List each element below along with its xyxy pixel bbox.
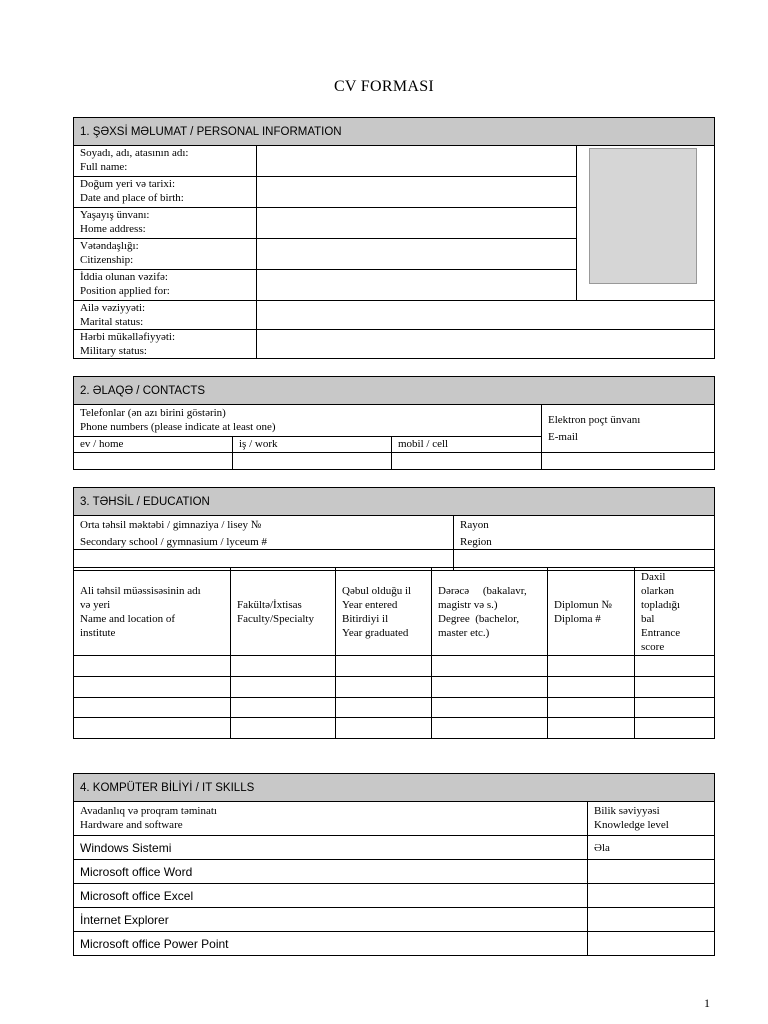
input-home-phone[interactable] <box>74 453 233 470</box>
input-marital[interactable] <box>257 301 715 330</box>
it-skill-level[interactable] <box>588 860 715 884</box>
input-birth[interactable] <box>257 177 577 208</box>
table-row <box>74 656 715 677</box>
label-mobile-phone: mobil / cell <box>392 437 542 453</box>
input-mobile-phone[interactable] <box>392 453 542 470</box>
section-header-it: 4. KOMPÜTER BİLİYİ / IT SKILLS <box>74 774 715 802</box>
table-row <box>74 932 715 956</box>
input-military[interactable] <box>257 330 715 359</box>
label-work-phone: iş / work <box>233 437 392 453</box>
label-position: İddia olunan vəzifə: Position applied for: <box>74 270 257 301</box>
input-citizenship[interactable] <box>257 239 577 270</box>
it-skill-level[interactable] <box>588 932 715 956</box>
it-skill-name: Windows Sistemi <box>74 836 588 860</box>
it-skill-name: Microsoft office Word <box>74 860 588 884</box>
label-email: Elektron poçt ünvanı E-mail <box>542 405 715 453</box>
label-birth: Doğum yeri və tarixi: Date and place of birth: <box>74 177 257 208</box>
table-row <box>74 836 715 860</box>
label-full-name: Soyadı, adı, atasının adı: Full name: <box>74 146 257 177</box>
it-skill-name: Microsoft office Excel <box>74 884 588 908</box>
section-header-personal: 1. ŞƏXSİ MƏLUMAT / PERSONAL INFORMATION <box>74 118 715 146</box>
table-row <box>74 860 715 884</box>
education-higher-table <box>73 567 715 739</box>
it-skill-name: Microsoft office Power Point <box>74 932 588 956</box>
label-address: Yaşayış ünvanı: Home address: <box>74 208 257 239</box>
it-skill-level[interactable] <box>588 884 715 908</box>
col-degree: Dərəcə (bakalavr, magistr və s.) Degree (bachelor, master etc.) <box>432 568 548 656</box>
label-phones: Telefonlar (ən azı birini göstərin) Phone numbers (please indicate at least one) <box>74 405 542 437</box>
table-row <box>74 884 715 908</box>
table-row <box>74 698 715 718</box>
label-military: Hərbi mükəlləfiyyəti: Military status: <box>74 330 257 359</box>
photo-placeholder[interactable] <box>589 148 697 284</box>
photo-cell <box>577 146 715 301</box>
label-region: Rayon Region <box>454 516 715 550</box>
it-skill-name: İnternet Explorer <box>74 908 588 932</box>
label-hardware-software: Avadanlıq və proqram təminatı Hardware and software <box>74 802 588 836</box>
label-citizenship: Vətəndaşlığı: Citizenship: <box>74 239 257 270</box>
label-knowledge-level: Bilik səviyyəsi Knowledge level <box>588 802 715 836</box>
label-home-phone: ev / home <box>74 437 233 453</box>
personal-info-table <box>73 117 715 359</box>
col-entrance-score: Daxil olarkən topladığı bal Entrance score <box>635 568 715 656</box>
education-school-table <box>73 487 715 571</box>
col-diploma: Diplomun № Diploma # <box>548 568 635 656</box>
table-row <box>74 908 715 932</box>
input-full-name[interactable] <box>257 146 577 177</box>
section-header-contacts: 2. ƏLAQƏ / CONTACTS <box>74 377 715 405</box>
contacts-table <box>73 376 715 470</box>
label-marital: Ailə vəziyyəti: Marital status: <box>74 301 257 330</box>
table-row <box>74 677 715 698</box>
input-work-phone[interactable] <box>233 453 392 470</box>
col-faculty: Fakültə/İxtisas Faculty/Specialty <box>231 568 336 656</box>
input-email[interactable] <box>542 453 715 470</box>
input-address[interactable] <box>257 208 577 239</box>
col-institute: Ali təhsil müəssisəsinin adı və yeri Name and location of institute <box>74 568 231 656</box>
it-skills-table <box>73 773 715 956</box>
it-skill-level[interactable] <box>588 908 715 932</box>
input-position[interactable] <box>257 270 577 301</box>
it-skill-level[interactable]: Əla <box>588 836 715 860</box>
table-row <box>74 718 715 739</box>
col-years: Qəbul olduğu il Year entered Bitirdiyi il Year graduated <box>336 568 432 656</box>
page-number: 1 <box>704 996 710 1010</box>
label-secondary-school: Orta təhsil məktəbi / gimnaziya / lisey № Secondary school / gymnasium / lyceum # <box>74 516 454 550</box>
page-title: CV FORMASI <box>333 78 435 95</box>
section-header-education: 3. TƏHSİL / EDUCATION <box>74 488 715 516</box>
